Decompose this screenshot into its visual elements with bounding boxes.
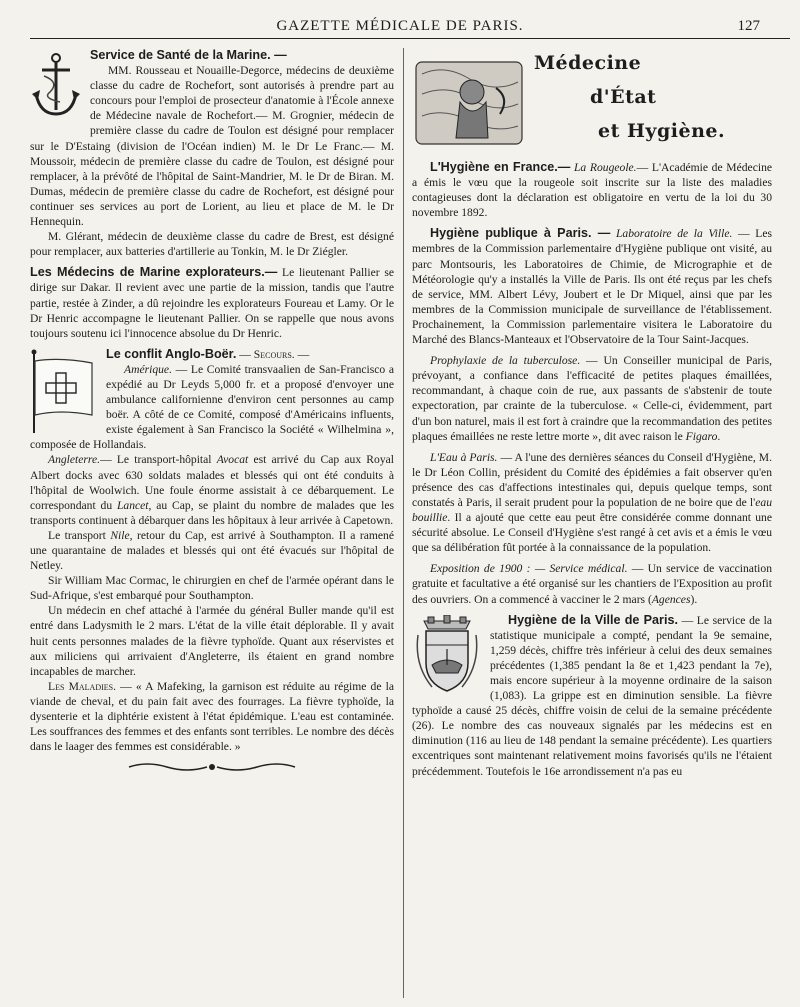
text-cormac: Sir William Mac Cormac, le chirurgien en chef de l'armée opérant dans le Sud-Afrique, s'est embarqué pour Southampton. bbox=[30, 574, 394, 603]
text-marine-sante-2: M. Glérant, médecin de deuxième classe du cadre de Brest, est désigné pour remplacer, aux batteries d'artillerie au Tonkin, M. le Dr Ziégler. bbox=[30, 230, 394, 259]
section-marine-sante bbox=[30, 48, 394, 259]
angleterre-label: Angleterre. bbox=[48, 453, 101, 467]
agences-name: Agences bbox=[651, 592, 691, 606]
paris-coat-of-arms-icon bbox=[412, 615, 482, 697]
prophylaxie-label: Prophylaxie de la tuberculose. bbox=[430, 354, 581, 368]
section-anglo-boer bbox=[30, 347, 394, 775]
text-nile-2: , retour du Cap, est arrivé à Southampton. Il a ramené une quarantaine de malades et blessés qui ont été évacués sur l'hôpital de Netley. bbox=[30, 528, 394, 573]
text-marine-sante-1: MM. Rousseau et Nouaille-Degorce, médecins de deuxième classe du cadre de Rochefort, sont autorisés à prendre part au concours pour l'emploi de prosecteur d'anatomie à l'École annexe de Médecine navale de Rochefort.— M. Grognier, médecin de première classe du cadre de Toulon est désigné pour remplacer sur le D'Estaing (division de l'Océan indien) M. le Dr Le Franc.— M. Moussoir, médecin de première classe du cadre de Toulon, est désigné pour remplacer, à la prévôté de l'hôpital de Saint-Mandrier, M. le Dr de Biran. M. Dumas, médecin de première classe du cadre de Rochefort, est désigné pour continuer ses services au port de Lorient, au lieu et place de M. le Dr Hennequin. bbox=[30, 64, 394, 229]
expo-label: Exposition de 1900 : — Service médical. bbox=[430, 562, 628, 576]
header-rule bbox=[30, 38, 790, 39]
column-divider bbox=[403, 48, 404, 998]
section-hygiene-ville bbox=[412, 613, 772, 779]
text-prophylaxie-1: — Un Conseiller municipal de Paris, prévoyant, a confiance dans l'efficacité de petites plaques émaillées, recommandant, à chaque coin de rue, aux passants de s'abstenir de toute expectoration, par crainte de la tuberculose. « Celle-ci, évidemment, part d'un bon naturel, mais il est fort à craindre que la recommandation des petites plaques émaillées ne reste lettre morte », dit avec raison le bbox=[412, 354, 772, 443]
left-column bbox=[30, 48, 394, 774]
eau-bouillie: eau bouillie bbox=[412, 495, 772, 525]
text-hygiene-ville: — Le service de la statistique municipale a compté, pendant la 9e semaine, 1,259 décès, chiffre très inférieur à celui des deux semaines précédentes (1,385 pendant la 8e et 1,423 pendant la 7e), mais encore supérieur à la moyenne ordinaire de la saison (1,083). La grippe est en diminution sensible. La fièvre typhoïde a causé 25 décès, chiffre voisin de celui de la semaine précédente (26). Le nombre des cas nouveaux signalés par les médecins est en diminution (116 au lieu de 148 pendant la semaine précédente). Les quartiers excentriques sont maintenant relativement moins favorisés qu'ils ne l'étaient précédemment. Toutefois le 16e arrondissement n'a pas eu bbox=[412, 613, 772, 778]
figaro-name: Figaro bbox=[685, 429, 718, 443]
heading-explorateurs: Les Médecins de Marine explorateurs.— bbox=[30, 265, 278, 280]
anchor-icon bbox=[30, 50, 82, 122]
engraving-vignette-icon bbox=[414, 54, 526, 150]
nile-name: Nile bbox=[110, 528, 130, 542]
text-angleterre-2: est arrivé du Cap aux Royal Albert docks avec 630 soldats malades et blessés qui ont été conduits à l'hôpital de Woolwich. Une foule énorme assistait à ce débarquement. Le correspondant du bbox=[30, 453, 394, 512]
red-cross-flag-icon bbox=[30, 349, 98, 433]
eau-label: L'Eau à Paris. bbox=[430, 450, 498, 464]
maladies-label: Les Maladies. bbox=[48, 679, 116, 693]
page-number: 127 bbox=[737, 18, 760, 34]
heading-hygiene-paris: Hygiène publique à Paris. — bbox=[430, 226, 611, 241]
sub-rougeole: La Rougeole. bbox=[573, 161, 637, 174]
text-buller: Un médecin en chef attaché à l'armée du général Buller mande qu'il est entré dans Ladysmith le 2 mars. L'état de la ville était déplorable. Il y avait huit cents personnes malades de la fièvre typhoïde. Quant aux réservistes et aux miliciens qui arrivaient d'Angleterre, ils étaient en grand nombre incapables de marcher. bbox=[30, 604, 394, 678]
heading-anglo-boer: Le conflit Anglo-Boër. bbox=[106, 346, 237, 361]
sub-laboratoire: Laboratoire de la Ville. bbox=[615, 227, 733, 241]
banner-line-3: et Hygiène. bbox=[598, 120, 726, 142]
section-hygiene-paris bbox=[412, 226, 772, 606]
text-expo-1: — Un service de vaccination gratuite et facultative a été organisé sur les chantiers de l'Exposition au profit des ouvriers. On a commencé à vacciner le 2 mars ( bbox=[412, 562, 772, 606]
running-title: GAZETTE MÉDICALE DE PARIS. bbox=[276, 18, 524, 34]
heading-hygiene-ville: Hygiène de la Ville de Paris. bbox=[508, 612, 678, 627]
text-eau-2: . Il a ajouté que cette eau peut être considérée comme donnant une sécurité absolue. Le Conseil d'Hygiène s'est rangé à cet avis et a émis le vœu que sa délibération fût portée à la connaissance de la population. bbox=[412, 511, 772, 555]
text-explorateurs: Le lieutenant Pallier se dirige sur Dakar. Il revient avec une partie de la mission, tandis que l'autre partie, restée à Zinder, a dû rejoindre les explorateurs Foureau et Lamy. Or le Dr Henric accompagne le lieutenant Pallier. On se rappelle que nous avons toujours soutenu ici l'innocence absolue du Dr Henric. bbox=[30, 266, 394, 340]
banner-line-2: d'État bbox=[590, 86, 657, 108]
section-banner bbox=[412, 48, 772, 160]
text-expo-2: ). bbox=[690, 592, 698, 606]
heading-marine-sante: Service de Santé de la Marine. — bbox=[90, 48, 287, 62]
page-header bbox=[0, 0, 800, 40]
right-column bbox=[412, 48, 772, 779]
text-angleterre-3: , au Cap, se plaint du nombre de malades que les transports continuent à débarquer dans les hôpitaux à leur arrivée à Capetown. bbox=[30, 498, 394, 527]
avocat-name: Avocat bbox=[216, 453, 249, 467]
text-eau-1: — A l'une des dernières séances du Conseil d'Hygiène, M. le Dr Léon Collin, président du Comité des épidémies a fait observer qu'en présence des cas d'affections intestinales qui, depuis quelque temps, sont constatés à Paris, il serait prudent pour la population de ne boire que de l' bbox=[412, 450, 772, 509]
text-maladies: — « A Mafeking, la garnison est réduite au régime de la viande de cheval, et du pain fait avec des fourrages. La fièvre typhoïde, la dysenterie et la diphtérie existent à l'état épidémique. L'eau est contaminée. Les souffrances des femmes et des enfants sont terribles. Le nombre des décès dans le laager des femmes est considérable. » bbox=[30, 679, 394, 754]
amerique-label: Amérique. bbox=[124, 362, 172, 376]
text-hygiene-paris: — Les membres de la Commission parlementaire d'Hygiène publique ont visité, au parc Montsouris, les Laboratoires de Chimie, de Micrographie et de Météorologie qu'y a installés la Ville de Paris. Ils ont été reçus par les chefs de service, MM. Albert Lévy, Joubert et le Dr Miquel, ainsi que par les membres de la Commission municipale de surveillance de l'établissement. Prochainement, la Commission parlementaire visitera le Laboratoire du Marché des Blancs-Manteaux et l'Observatoire de la Tour Saint-Jacques. bbox=[412, 227, 773, 347]
section-hygiene-france bbox=[412, 160, 772, 220]
section-explorateurs bbox=[30, 265, 394, 340]
banner-line-1: Médecine bbox=[534, 52, 642, 74]
heading-hygiene-france: L'Hygiène en France.— bbox=[430, 160, 571, 174]
closing-ornament bbox=[30, 760, 394, 774]
text-prophylaxie-2: . bbox=[717, 429, 721, 443]
lancet-name: Lancet bbox=[116, 498, 149, 512]
text-amerique: — Le Comité transvaalien de San-Francisco a expédié au Dr Leyds 5,000 fr. et a proposé d'envoyer une ambulance californienne d'environ cent personnes au camp boër. A côté de ce Comité, composé d'Américains influents, existe également à San Francisco la Société « Wilhelmina », composée de Hollandais. bbox=[30, 362, 394, 452]
text-hygiene-france: — L'Académie de Médecine a émis le vœu que la rougeole soit inscrite sur la liste des maladies contagieuses dont la déclaration est obligatoire en vertu de la loi du 30 novembre 1892. bbox=[412, 161, 773, 220]
text-nile-1: Le transport bbox=[48, 528, 111, 542]
text-angleterre-1: — Le transport-hôpital bbox=[100, 453, 217, 467]
secours-label: — Secours. — bbox=[239, 347, 310, 361]
